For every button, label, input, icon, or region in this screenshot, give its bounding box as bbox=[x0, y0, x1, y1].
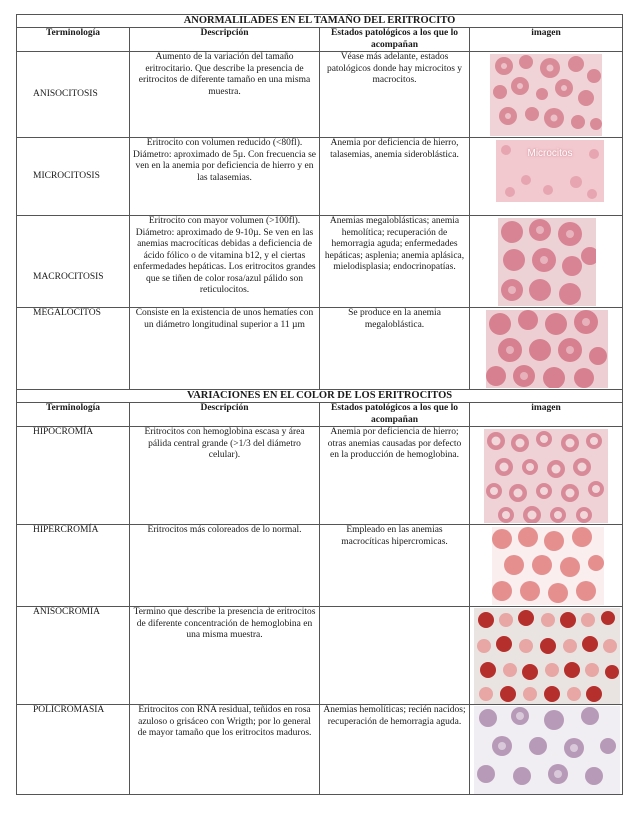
states-cell bbox=[320, 607, 470, 705]
table-row bbox=[17, 52, 623, 138]
header-states: Estados patológicos a los que lo acompañan bbox=[320, 403, 470, 427]
header-image: imagen bbox=[470, 28, 623, 52]
image-cell bbox=[470, 525, 623, 607]
states-cell: Anemia por deficiencia de hierro; otras anemias causadas por defecto en la producción de hemoglobina. bbox=[320, 427, 470, 525]
image-label: Microcitos bbox=[527, 148, 573, 159]
table-row bbox=[17, 216, 623, 308]
header-terminology: Terminología bbox=[17, 403, 130, 427]
term-policromasia: POLICROMASIA bbox=[17, 705, 130, 795]
states-cell: Anemias megaloblásticas; anemia hemolítica; recuperación de hemorragia aguda; enfermedades hepáticas; asplenia; anemia aplásica, mielodisplasia; endocrinopatías. bbox=[320, 216, 470, 308]
table-row bbox=[17, 607, 623, 705]
image-cell bbox=[470, 308, 623, 390]
states-cell: Se produce en la anemia megaloblástica. bbox=[320, 308, 470, 390]
description-cell: Eritrocito con volumen reducido (<80fl). Diámetro: aproximado de 5µ. Con frecuencia se ven en la anemia por deficiencia de hierro y en las talasemias. bbox=[130, 138, 320, 216]
section-title-size: ANORMALILADES EN EL TAMAÑO DEL ERITROCITO bbox=[17, 15, 623, 28]
section-title-color: VARIACIONES EN EL COLOR DE LOS ERITROCITOS bbox=[17, 390, 623, 403]
table-row bbox=[17, 138, 623, 216]
image-cell bbox=[470, 138, 623, 216]
states-cell: Véase más adelante, estados patológicos donde hay microcitos y macrocitos. bbox=[320, 52, 470, 138]
description-cell: Eritrocito con mayor volumen (>100fl). Diámetro: aproximado de 9-10µ. Se ven en las anemias macrocíticas debidas a deficiencia de ácido fólico o de vitamina b12, y el ciertas enfermedades hepáticas. Los eritrocitos grandes que se tiñen de color rosa/azul pálido son reticulocitos. bbox=[130, 216, 320, 308]
header-description: Descripción bbox=[130, 28, 320, 52]
header-description: Descripción bbox=[130, 403, 320, 427]
header-row bbox=[17, 403, 623, 427]
states-cell: Empleado en las anemias macrocíticas hipercromicas. bbox=[320, 525, 470, 607]
blood-smear-micrograph-icon bbox=[484, 429, 608, 523]
image-cell bbox=[470, 427, 623, 525]
header-row bbox=[17, 28, 623, 52]
table-row bbox=[17, 705, 623, 795]
image-cell bbox=[470, 216, 623, 308]
table-row bbox=[17, 308, 623, 390]
blood-smear-micrograph-icon bbox=[498, 218, 596, 306]
image-cell bbox=[470, 705, 623, 795]
term-hipercromia: HIPERCROMÍA bbox=[17, 525, 130, 607]
blood-smear-micrograph-icon bbox=[490, 54, 602, 136]
blood-smear-micrograph-icon bbox=[486, 310, 608, 388]
table-row bbox=[17, 427, 623, 525]
header-image: imagen bbox=[470, 403, 623, 427]
blood-smear-micrograph-icon bbox=[474, 608, 620, 704]
term-hipocromia: HIPOCROMÍA bbox=[17, 427, 130, 525]
term-anisocromia: ANISOCROMIA bbox=[17, 607, 130, 705]
term-macrocitosis: MACROCITOSIS bbox=[17, 216, 130, 308]
header-terminology: Terminología bbox=[17, 28, 130, 52]
states-cell: Anemia por deficiencia de hierro, talasemias, anemia sideroblástica. bbox=[320, 138, 470, 216]
image-cell bbox=[470, 52, 623, 138]
image-cell bbox=[470, 607, 623, 705]
blood-smear-micrograph-icon bbox=[474, 706, 620, 794]
description-cell: Aumento de la variación del tamaño eritrocitario. Que describe la presencia de eritrocitos de diferente tamaño en una misma muestra. bbox=[130, 52, 320, 138]
header-states: Estados patológicos a los que lo acompañan bbox=[320, 28, 470, 52]
table-row bbox=[17, 525, 623, 607]
erythrocyte-table bbox=[16, 14, 623, 795]
states-cell: Anemias hemolíticas; recién nacidos; recuperación de hemorragia aguda. bbox=[320, 705, 470, 795]
description-cell: Eritrocitos con RNA residual, teñidos en rosa azuloso o grisáceo con Wrigth; por lo general de mayor tamaño que los eritrocitos maduros. bbox=[130, 705, 320, 795]
description-cell: Consiste en la existencia de unos hematíes con un diámetro longitudinal superior a 11 µm bbox=[130, 308, 320, 390]
document-page bbox=[16, 14, 622, 795]
term-megalocitos: MEGALOCITOS bbox=[17, 308, 130, 390]
description-cell: Termino que describe la presencia de eritrocitos de diferente concentración de hemoglobina en una misma muestra. bbox=[130, 607, 320, 705]
blood-smear-micrograph-icon bbox=[496, 140, 604, 202]
description-cell: Eritrocitos más coloreados de lo normal. bbox=[130, 525, 320, 607]
blood-smear-micrograph-icon bbox=[492, 527, 604, 605]
term-microcitosis: MICROCITOSIS bbox=[17, 138, 130, 216]
term-anisocitosis: ANISOCITOSIS bbox=[17, 52, 130, 138]
description-cell: Eritrocitos con hemoglobina escasa y área pálida central grande (>1/3 del diámetro celular). bbox=[130, 427, 320, 525]
